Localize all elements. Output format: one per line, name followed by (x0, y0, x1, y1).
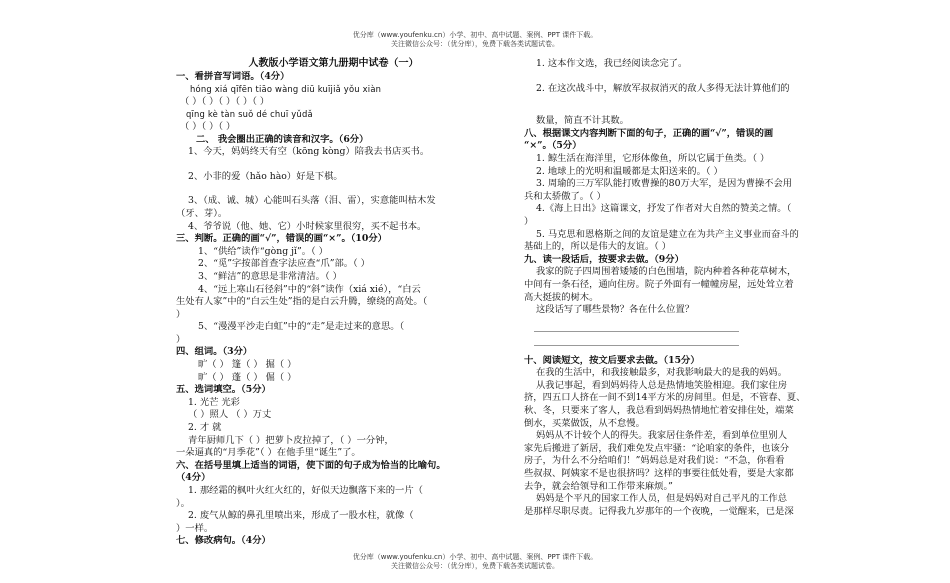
pinyin-row-1: hóng xiá qīfēn tiāo wàng diū kuījiǎ yǒu xiàn (190, 84, 382, 95)
section-4-heading: 四、组词。（3分） (176, 346, 253, 358)
s3-q4-line3: ） (176, 308, 186, 320)
s5-words-1: 1. 光芒 光彩 (188, 396, 240, 408)
s2-q1: 1、今天，妈妈终天有空（kōng kòng）陪我去书店买书。 (188, 146, 430, 158)
section-5-heading: 五、选词填空。（5分） (176, 384, 271, 396)
s2-q3-line1: 3、（成、诚、城）心能叫石头落（泪、雷），实意能叫枯木发 (188, 195, 436, 207)
s8-q1: 1. 鲸生活在海洋里，它形体像鱼，所以它属于鱼类。（ ） (536, 152, 770, 164)
s8-q5-line1: 5. 马克思和恩格斯之间的友谊是建立在为共产主义事业而奋斗的 (536, 228, 799, 240)
footer-line-2: 关注微信公众号：（优分库），免费下载各类试题试卷。 (391, 562, 559, 570)
s4-row-1: 旷（ ） 篷（ ） 掘（ ） (198, 359, 297, 371)
s8-q4-line2: ） (524, 215, 534, 227)
s6-q1-line1: 1. 那经霜的枫叶火红火红的，好似天边飘落下来的一片（ (188, 485, 423, 496)
passage-line: 挤，四五口人挤在一间不到14平方米的房间里。但是，不管春、夏、 (524, 392, 806, 404)
header-line-1: 优分库（www.youfenku.cn）小学、初中、高中试题、案例、PPT 课件下载。 (352, 31, 598, 39)
s5-fill-1: （ ）照人 （ ）万丈 (188, 409, 272, 421)
section-3-heading: 三、判断。正确的画“√”，错误的画“×”。（10分） (176, 233, 387, 245)
s7-q2-line2: 数量，简直不计其数。 (536, 115, 629, 127)
passage-line: 倒水，买菜做饭，从不怠慢。 (524, 417, 645, 429)
s9-para-line3: 高大挺拔的树木。 (524, 291, 599, 303)
passage-line: 去争，就会给领导和工作带来麻烦。” (524, 480, 673, 492)
s2-q4: 4、爷爷说（他、她、它）小时候家里很穷，买不起书本。 (188, 220, 427, 232)
s3-q5-line2: ） (176, 333, 186, 345)
s7-q2-line1: 2. 在这次战斗中，解放军叔叔消灭的敌人多得无法计算他们的 (536, 82, 790, 94)
s8-q3-line1: 3. 周瑜的三万军队能打败曹操的80万大军，是因为曹操不会用 (536, 178, 793, 190)
s9-para-line1: 我家的院子四周围着矮矮的白色围墙，院内种着各种花草树木， (536, 266, 797, 278)
section-1-heading: 一、看拼音写词语。（4分） (176, 70, 290, 82)
passage-line: 妈妈是个平凡的国家工作人员，但是妈妈对自己平凡的工作总 (536, 493, 788, 505)
answer-line (534, 321, 739, 332)
section-8-heading: 八、根据课文内容判断下面的句子，正确的画“√”，错误的画 (524, 127, 774, 139)
answer-line (534, 335, 739, 346)
section-7-heading: 七、修改病句。（4分） (176, 535, 271, 547)
passage-line: 从我记事起，看到妈妈待人总是热情地笑脸相迎。我们家住房 (536, 379, 788, 391)
s5-fill-2: 青年厨师几下（ ）把萝卜皮拉掉了，（ ）一分钟， (188, 434, 394, 446)
passage-line: 家先后搬进了新居，我们难免发点牢骚：“论咱家的条件，也该分 (524, 442, 790, 454)
section-2-heading: 二、 我会圈出正确的读音和汉字。（6分） (196, 133, 369, 145)
s7-q1: 1. 这本作文选，我已经阅读念完了。 (536, 58, 688, 69)
section-9-heading: 九、读一段话后，按要求去做。（9分） (524, 253, 684, 265)
s9-question: 这段话写了哪些景物？各在什么位置？ (536, 304, 695, 316)
s8-q4-line1: 4.《海上日出》这篇课文，抒发了作者对大自然的赞美之情。（ (536, 203, 792, 215)
section-10-heading: 十、阅读短文，按文后要求去做。（15分） (524, 354, 700, 366)
passage-line: 些叔叔、阿姨家不是也很挤吗？这样的事要往低处看，要是大家都 (524, 468, 794, 480)
s6-q1-line2: ）。 (176, 497, 190, 509)
s3-q1: 1、“供给”读作“gòng jǐ”。（ ） (198, 245, 328, 257)
s8-q5-line2: 基础上的，所以是伟大的友谊。（ ） (524, 241, 672, 253)
s3-q5-line1: 5、“漫漫平沙走白虹”中的“走”是走过来的意思。（ (198, 321, 405, 333)
header-line-2: 关注微信公众号：（优分库），免费下载各类试题试卷。 (391, 40, 559, 48)
passage-line: 是那样尽职尽责。记得我九岁那年的一个夜晚，一觉醒来，已是深 (524, 505, 794, 517)
section-6-heading: 六、在括号里填上适当的词语，使下面的句子成为恰当的比喻句。 (176, 459, 446, 471)
footer-line-1: 优分库（www.youfenku.cn）小学、初中、高中试题、案例、PPT 课件下载。 (352, 553, 598, 561)
page-header (0, 31, 950, 49)
s2-q2: 2、小非的爱（hǎo hào）好是下棋。 (188, 170, 343, 182)
passage-line: 房子，为什么不分给咱们！”妈妈总是对我们说：“不急，你看看 (524, 455, 785, 467)
s5-fill-2b: 一朵逼真的“月季花”（ ）在他手里“诞生”了。 (176, 447, 361, 459)
s5-words-2: 2. 才 就 (188, 422, 222, 434)
s6-q2-line1: 2. 废气从鲸的鼻孔里喷出来，形成了一股水柱，就像（ (188, 510, 414, 522)
left-column (176, 58, 491, 548)
section-6-heading-2: （4分） (176, 472, 211, 484)
s3-q4-line2: 生处有人家”中的“白云生处”指的是白云升腾，缭绕的高处。（ (176, 296, 428, 308)
s4-row-2: 旷（ ） 蓬（ ） 倔（ ） (198, 371, 297, 383)
s6-q2-line2: ）一样。 (176, 522, 214, 534)
s3-q3: 3、“鲜洁”的意思是非常清洁。（ ） (198, 270, 342, 282)
s9-para-line2: 中间有一条石径，通向住房。院子外面有一幢幢房屋，远处耸立着 (524, 278, 794, 290)
s8-q3-line2: 兵和太骄傲了。（ ） (524, 190, 606, 202)
pinyin-row-2: qīng kè tàn suǒ dé chuī yǔdǎ (186, 109, 313, 120)
s8-q2: 2. 地球上的光明和温暖都是太阳送来的。（ ） (536, 165, 723, 177)
section-8-heading-2: “×”。（5分） (524, 140, 582, 152)
passage-line: 在我的生活中，和我接触最多，对我影响最大的是我的妈妈。 (536, 367, 788, 379)
s3-q4-line1: 4、“远上寒山石径斜”中的“斜”读作（xiá xié），“白云 (198, 283, 421, 295)
answer-brackets-1: （ ）（ ）（ ）（ ）（ ） (180, 95, 270, 107)
right-column (524, 58, 806, 518)
passage-line: 秋、冬，只要来了客人，我总看到妈妈热情地忙着安排住处，端菜 (524, 405, 794, 417)
page-footer (0, 553, 950, 571)
exam-title: 人教版小学语文第九册期中试卷（一） (248, 58, 419, 69)
s2-q3-line2: （牙、芽）。 (176, 207, 228, 219)
passage-line: 妈妈从不计较个人的得失。我家居住条件差，看到单位里别人 (536, 430, 788, 442)
answer-brackets-2: （ ）（ ）（ ） (180, 120, 236, 132)
s3-q2: 2、“觅”字按部首查字法应查“爪”部。（ ） (198, 258, 370, 270)
